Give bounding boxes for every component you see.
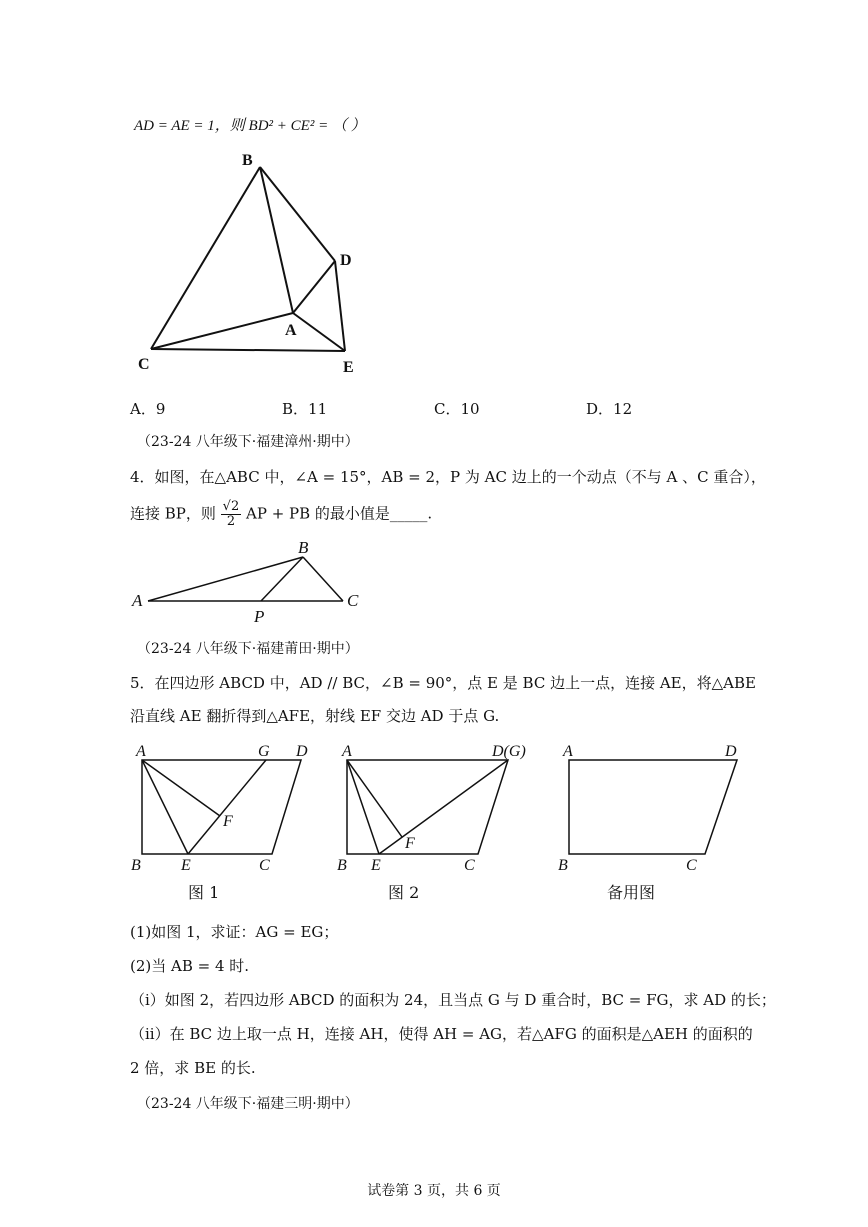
q5-f1-label-b: B [131, 857, 141, 874]
q5-f2-label-dg: D(G) [492, 743, 526, 760]
q4-source: （23-24 八年级下·福建莆田·期中） [137, 641, 359, 657]
q5-line2: 沿直线 AE 翻折得到△AFE，射线 EF 交边 AD 于点 G. [130, 707, 500, 725]
q3-label-d: D [340, 252, 352, 269]
q3-label-b: B [242, 152, 253, 169]
q4-figure [128, 535, 368, 630]
q5-caption-fig2: 图 2 [388, 883, 420, 902]
q5-f3-label-b: B [558, 857, 568, 874]
q3-option-c: C．10 [434, 400, 480, 418]
q3-source: （23-24 八年级下·福建漳州·期中） [137, 434, 359, 450]
q5-caption-fig1: 图 1 [188, 883, 220, 902]
q5-f3-label-a: A [563, 743, 573, 760]
page-footer: 试卷第 3 页，共 6 页 [367, 1183, 501, 1199]
q4-line1: 4．如图，在△ABC 中，∠A = 15°，AB = 2，P 为 AC 边上的一个动点（不与 A 、C 重合）， [130, 468, 766, 486]
q3-label-a: A [285, 322, 297, 339]
q5-part2: (2)当 AB = 4 时. [130, 957, 250, 975]
q5-line1: 5．在四边形 ABCD 中，AD // BC，∠B = 90°，点 E 是 BC 边上一点，连接 AE，将△ABE [130, 674, 756, 692]
q5-f2-label-f: F [405, 835, 415, 852]
q5-part2-i: （i）如图 2，若四边形 ABCD 的面积为 24，且当点 G 与 D 重合时，BC = FG，求 AD 的长； [130, 991, 776, 1009]
q4-label-c: C [347, 591, 359, 610]
q5-f1-label-f: F [223, 813, 233, 830]
q3-stem-tail: AD = AE = 1，则 BD² + CE² = （ ） [134, 118, 366, 134]
q3-label-e: E [343, 359, 354, 376]
q5-f1-label-e: E [181, 857, 191, 874]
q4-label-b: B [298, 538, 309, 557]
q5-caption-spare: 备用图 [607, 883, 656, 902]
q3-option-a: A．9 [130, 400, 166, 418]
q5-f2-label-e: E [371, 857, 381, 874]
q3-figure [130, 145, 370, 380]
q5-f1-label-a: A [136, 743, 146, 760]
q5-f1-label-g: G [258, 743, 270, 760]
q5-part2-ii-b: 2 倍，求 BE 的长. [130, 1059, 256, 1077]
q5-figure1 [128, 740, 328, 875]
q4-label-a: A [132, 591, 143, 610]
q5-f3-label-c: C [686, 857, 697, 874]
q5-f2-label-b: B [337, 857, 347, 874]
q5-f2-label-c: C [464, 857, 475, 874]
q4-fraction: $\frac{√2}{2}$ [222, 499, 240, 529]
q5-figure2 [335, 740, 540, 875]
q5-f3-label-d: D [725, 743, 737, 760]
q5-part1: (1)如图 1，求证：AG = EG； [130, 923, 339, 941]
q5-f1-label-c: C [259, 857, 270, 874]
q5-figure-spare [555, 740, 750, 875]
q5-part2-ii-a: （ii）在 BC 边上取一点 H，连接 AH，使得 AH = AG，若△AFG 的面积是△AEH 的面积的 [130, 1025, 753, 1043]
q5-f1-label-d: D [296, 743, 308, 760]
q4-line2: 连接 BP，则 $\frac{√2}{2}$ AP + PB 的最小值是_____. [130, 499, 433, 529]
q5-f2-label-a: A [342, 743, 352, 760]
q3-label-c: C [138, 356, 150, 373]
q3-option-d: D．12 [586, 400, 633, 418]
q5-source: （23-24 八年级下·福建三明·期中） [137, 1096, 359, 1112]
q3-option-b: B．11 [282, 400, 328, 418]
q4-label-p: P [254, 607, 265, 626]
